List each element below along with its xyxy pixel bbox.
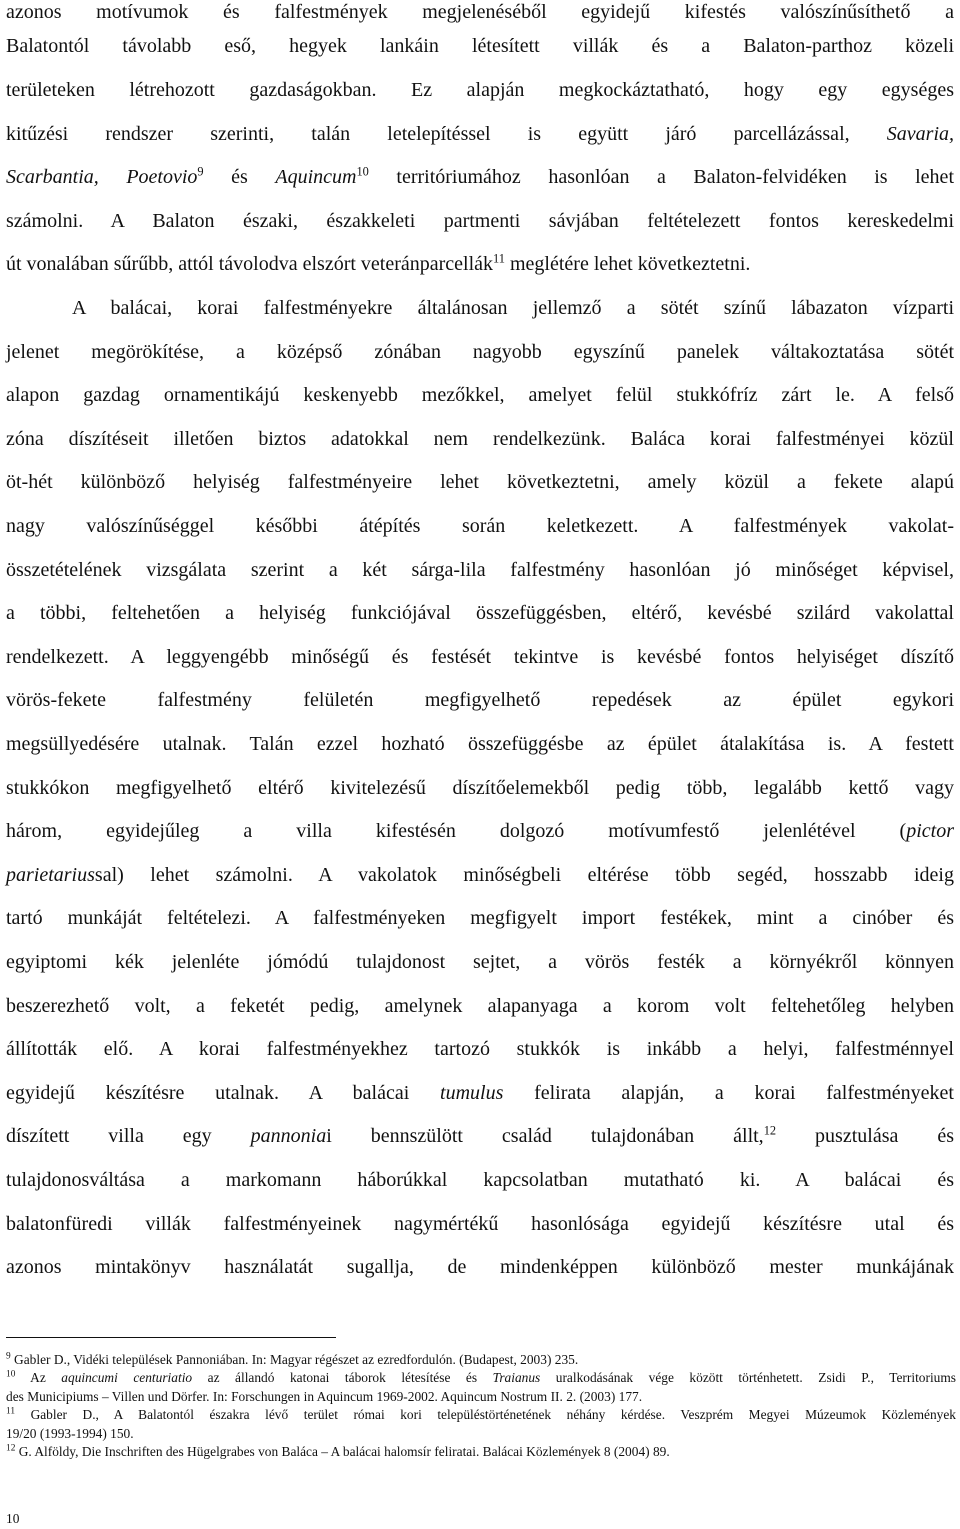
text-line: beszerezhető volt, a feketét pedig, amelynek alapanyaga a korom volt feltehetőleg helyben [6,995,954,1017]
text-line: Balatontól távolabb eső, hegyek lankáin létesített villák és a Balaton-parthoz közeli [6,35,954,57]
text-line: vörös-fekete falfestmény felületén megfigyelhető repedések az épület egykori [6,689,954,711]
text-line: kitűzési rendszer szerinti, talán letelepítéssel is együtt járó parcellázással, Savaria, [6,123,954,145]
text-line: megsüllyedésére utalnak. Talán ezzel hozható összefüggésbe az épület átalakítása is. A festett [6,733,954,755]
text-line: azonos mintakönyv használatát sugallja, de mindenképpen különböző mester munkájának [6,1256,954,1278]
text-line: rendelkezett. A leggyengébb minőségű és festését tekintve is kevésbé fontos helyiséget díszítő [6,646,954,668]
footnote-ref: 12 [763,1123,777,1138]
footnote-separator [6,1337,336,1338]
footnote-continuation: des Municipiums – Villen und Dörfer. In: Forschungen in Aquincum 1969-2002. Aquincum Nostrum II. 2. (2003) 177. [6,1389,643,1404]
text-line: öt-hét különböző helyiség falfestményeire lehet következtetni, amely közül a fekete alapú [6,471,954,493]
text-line: nagy valószínűséggel későbbi átépítés során keletkezett. A falfestmények vakolat- [6,515,954,537]
footnote: $^9$ Gabler D., Vidéki települések Pannoniában. In: Magyar régészet az ezredfordulón. (Budapest, 2003) 235. [6,1351,579,1367]
footnote-ref: 10 [356,164,369,179]
text-line: balatonfüredi villák falfestményeinek nagymértékű hasonlósága egyidejű készítésre utal és [6,1213,954,1235]
footnote: $^{12}$ G. Alföldy, Die Inschriften des Hügelgrabes von Baláca – A balácai halomsír feliratai. Balácai Közlemények 8 (2004) 89. [6,1443,670,1459]
text-line: parietariussal) lehet számolni. A vakolatok minőségbeli eltérése több segéd, hosszabb ideig [6,864,954,886]
text-line: alapon gazdag ornamentikájú keskenyebb mezőkkel, amelyet felül stukkófríz zárt le. A felső [6,384,954,406]
footnote-ref: 9 [197,164,204,179]
page-number: 10 [6,1511,20,1526]
text-line: tartó munkáját feltételezi. A falfestményeken megfigyelt import festékek, mint a cinóber és [6,907,954,929]
text-line: három, egyidejűleg a villa kifestésén dolgozó motívumfestő jelenlétével (pictor [6,820,954,842]
text-line: egyiptomi kék jelenléte jómódú tulajdonost sejtet, a vörös festék a környékről könnyen [6,951,954,973]
text-line: a többi, feltehetően a helyiség funkciójával összefüggésben, eltérő, kevésbé szilárd vakolattal [6,602,954,624]
text-line: zóna díszítéseit illetően biztos adatokkal nem rendelkezünk. Baláca korai falfestményei közül [6,428,954,450]
text-line: azonos motívumok és falfestmények megjelenéséből egyidejű kifestés valószínűsíthető a [6,1,954,23]
text-line: összetételének vizsgálata szerint a két sárga-lila falfestmény hasonlóan jó minőséget képvisel, [6,559,954,581]
text-line: tulajdonosváltása a markomann háborúkkal kapcsolatban mutatható ki. A balácai és [6,1169,954,1191]
text-line: díszített villa egy pannoniai bennszülött család tulajdonában állt,$^{12}$ pusztulása és [6,1123,954,1147]
text-line: Scarbantia, Poetovio$^9$ és Aquincum$^{10}$ territóriumához hasonlóan a Balaton-felvidéken is lehet [6,164,954,188]
text-line: jelenet megörökítése, a középső zónában nagyobb egyszínű panelek váltakoztatása sötét [6,341,954,363]
footnote-ref: 11 [493,251,505,266]
footnote-continuation: 19/20 (1993-1994) 150. [6,1426,134,1441]
text-line: számolni. A Balaton északi, északkeleti partmenti sávjában feltételezett fontos kereskedelmi [6,210,954,232]
text-line: állították elő. A korai falfestményekhez tartozó stukkók is inkább a helyi, falfestménnyel [6,1038,954,1060]
text-line: A balácai, korai falfestményekre általánosan jellemző a sötét színű lábazaton vízparti [72,297,954,319]
footnote: $^{10}$ Az aquincumi centuriatio az állandó katonai táborok létesítése és Traianus uralkodásának vége között történhetett. Zsidi P., Territoriums [6,1369,956,1385]
text-line: út vonalában sűrűbb, attól távolodva elszórt veteránparcellák$^{11}$ meglétére lehet következtetni. [6,251,751,275]
text-line: egyidejű készítésre utalnak. A balácai tumulus felirata alapján, a korai falfestményeket [6,1082,954,1104]
text-line: területeken létrehozott gazdaságokban. Ez alapján megkockáztatható, hogy egy egységes [6,79,954,101]
footnote: $^{11}$ Gabler D., A Balatontól északra lévő terület római kori településtörténetének néhány kérdése. Veszprém Megyei Múzeumok Közlemények [6,1406,956,1422]
text-line: stukkókon megfigyelhető eltérő kivitelezésű díszítőelemekből pedig több, legalább kettő vagy [6,777,954,799]
